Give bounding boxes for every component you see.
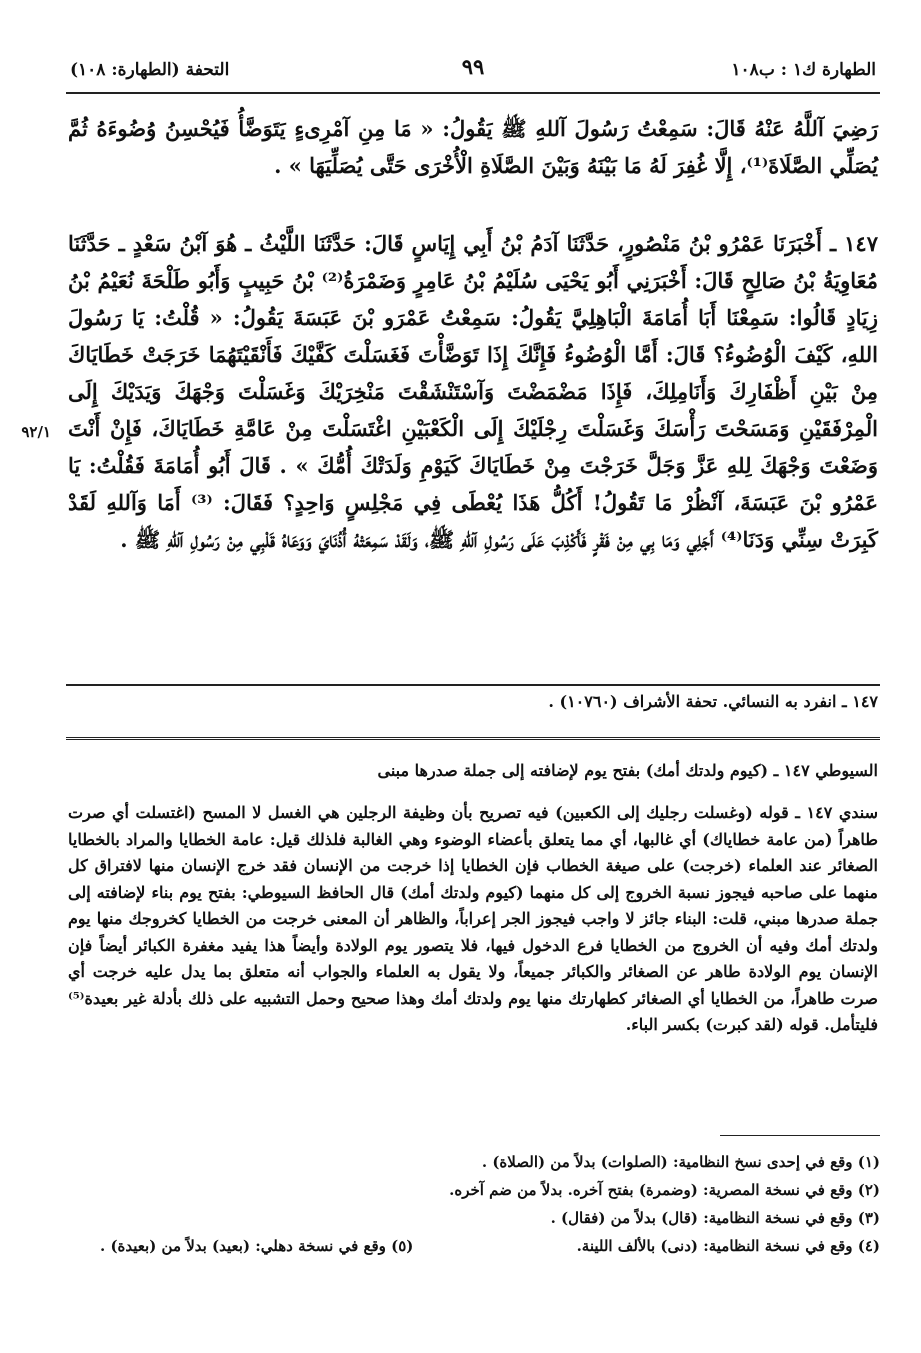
footnote-4: (٤) وقع في نسخة النظامية: (دنى) بالألف اللينة. [576, 1237, 880, 1255]
commentary-double-rule [66, 737, 880, 740]
header-tuhfa-ref: التحفة (الطهارة: ١٠٨) [70, 60, 230, 80]
takhrij-note: ١٤٧ ـ انفرد به النسائي. تحفة الأشراف (١٠٧٦٠) . [548, 692, 878, 711]
header-chapter-ref: الطهارة ك١ : ب١٠٨ [731, 60, 876, 80]
suyuti-commentary: السيوطي ١٤٧ ـ (كيوم ولدتك أمك) بفتح يوم لإضافته إلى جملة صدرها مبنى [377, 761, 878, 780]
footnote-1: (١) وقع في إحدى نسخ النظامية: (الصلوات) بدلاً من (الصلاة) . [481, 1153, 880, 1171]
margin-reference: ٩٢/١ [21, 423, 51, 441]
hadith-text-continued: رَضِيَ آللَّهُ عَنْهُ قَالَ: سَمِعْتُ رَسُولَ آللهِ ﷺ يَقُولُ: « مَا مِنِ آمْرِىءٍ يَتَوَضَّأُ فَيُحْسِنُ وُضُوءَهُ ثُمَّ يُصَلِّي الصَّلَاةَ⁽¹⁾، إِلَّا غُفِرَ لَهُ مَا بَيْنَهُ وَبَيْنَ الصَّلَاةِ الْأُخْرَى حَتَّى يُصَلِّيَهَا » . [68, 116, 878, 178]
page-number: ٩٩ [461, 54, 485, 79]
footnote-3: (٣) وقع في نسخة النظامية: (قال) بدلاً من (فقال) . [550, 1209, 880, 1227]
header-rule [66, 92, 880, 94]
takhrij-rule [66, 684, 880, 686]
footnotes [100, 1148, 880, 1260]
footnote-rule [720, 1135, 880, 1136]
sindi-commentary: سندي ١٤٧ ـ قوله (وغسلت رجليك إلى الكعبين) فيه تصريح بأن وظيفة الرجلين هي الغسل لا المسح (اغتسلت أي صرت طاهراً (من عامة خطاياك) أي غالبها، أي مما يتعلق بأعضاء الوضوء وهي الغالبة فلذلك قيل: عامة الخطايا والمراد بالخطايا الصغائر عند العلماء (خرجت) على صيغة الخطاب فإن الخطايا إذا خرجت من الإنسان فقد خرج الإنسان منها لافتراق كل منهما على صاحبه فيجوز نسبة الخروج إلى كل منهما (كيوم ولدتك أمك) قال الحافظ السيوطي: بفتح يوم بناء لإضافته إلى جملة صدرها مبني، قلت: البناء جائز لا واجب فيجوز الجر إعراباً، والظاهر أن المعنى خرجت من الخطايا كخروجك منها يوم ولدتك أمك وفيه أن الخروج من الخطايا فرع الدخول فيها، فلا يتصور يوم الولادة وأيضاً هذا يفيد مغفرة الكبائر أيضاً فإن الإنسان يوم الولادة طاهر عن الصغائر والكبائر جميعاً، ولا يقول به العلماء والجواب أنه متعلق بما يدل عليه خرجت أي صرت طاهراً، من الخطايا أي الصغائر كطهارتك منها يوم ولدتك أمك وهذا صحيح وحمل التشبيه على ذلك بأدلة غير بعيدة⁽⁵⁾ فليتأمل. قوله (لقد كبرت) بكسر الباء. [68, 803, 878, 1034]
footnote-5: (٥) وقع في نسخة دهلي: (بعيد) بدلاً من (بعيدة) . [100, 1237, 414, 1255]
hadith-147-text: ١٤٧ ـ أَخْبَرَنَا عَمْرُو بْنُ مَنْصُورٍ، حَدَّثَنَا آدَمُ بْنُ أَبِي إِيَاسٍ قَالَ: حَدَّثَنَا اللَّيْثُ ـ هُوَ آبْنُ سَعْدٍ ـ حَدَّثَنَا مُعَاوِيَةُ بْنُ صَالِحٍ قَالَ: أَخْبَرَنِي أَبُو يَحْيَى سُلَيْمُ بْنُ عَامِرٍ وَضَمْرَةُ⁽²⁾ بْنُ حَبِيبٍ وَأَبُو طَلْحَةَ نُعَيْمُ بْنُ زِيَادٍ قَالُوا: سَمِعْنَا أَبَا أُمَامَةَ الْبَاهِلِيَّ يَقُولُ: سَمِعْتُ عَمْرَو بْنَ عَبَسَةَ يَقُولُ: « قُلْتُ: يَا رَسُولَ اللهِ، كَيْفَ الْوُضُوءُ؟ قَالَ: أَمَّا الْوُضُوءُ فَإِنَّكَ إِذَا تَوَضَّأْتَ فَغَسَلْتَ كَفَّيْكَ فَأَنْقَيْتَهُمَا خَرَجَتْ خَطَايَاكَ مِنْ بَيْنِ أَظْفَارِكَ وَأَنَامِلِكَ، فَإِذَا مَضْمَضْتَ وَآسْتَنْشَقْتَ مَنْخِرَيْكَ وَغَسَلْتَ وَجْهَكَ وَيَدَيْكَ إِلَى الْمِرْفَقَيْنِ وَمَسَحْتَ رَأْسَكَ وَغَسَلْتَ رِجْلَيْكَ إِلَى الْكَعْبَيْنِ اغْتَسَلْتَ مِنْ عَامَّةِ خَطَايَاكَ، فَإِنْ أَنْتَ وَضَعْتَ وَجْهَكَ لِلهِ عَزَّ وَجَلَّ خَرَجْتَ مِنْ خَطَايَاكَ كَيَوْمِ وَلَدَتْكَ أُمُّكَ » . قَالَ أَبُو أُمَامَةَ فَقُلْتُ: يَا عَمْرُو بْنَ عَبَسَةَ، آنْظُرْ مَا تَقُولُ! أَكُلُّ هَذَا يُعْطَى فِي مَجْلِسٍ وَاحِدٍ؟ فَقَالَ: ⁽³⁾ أَمَا وَآللهِ لَقَدْ كَبِرَتْ سِنِّي وَدَنَا⁽⁴⁾ أَجَلِي وَمَا بِي مِنْ فَقْرٍ فَأَكْذِبَ عَلَى رَسُولِ آللهِ ﷺ، وَلَقَدْ سَمِعَتْهُ أُذُنَايَ وَوَعَاهُ قَلْبِي مِنْ رَسُولِ آللهِ ﷺ . [68, 231, 878, 552]
running-header [70, 52, 876, 86]
footnote-2: (٢) وقع في نسخة المصرية: (وضمرة) بفتح آخره. بدلاً من ضم آخره. [449, 1181, 880, 1199]
